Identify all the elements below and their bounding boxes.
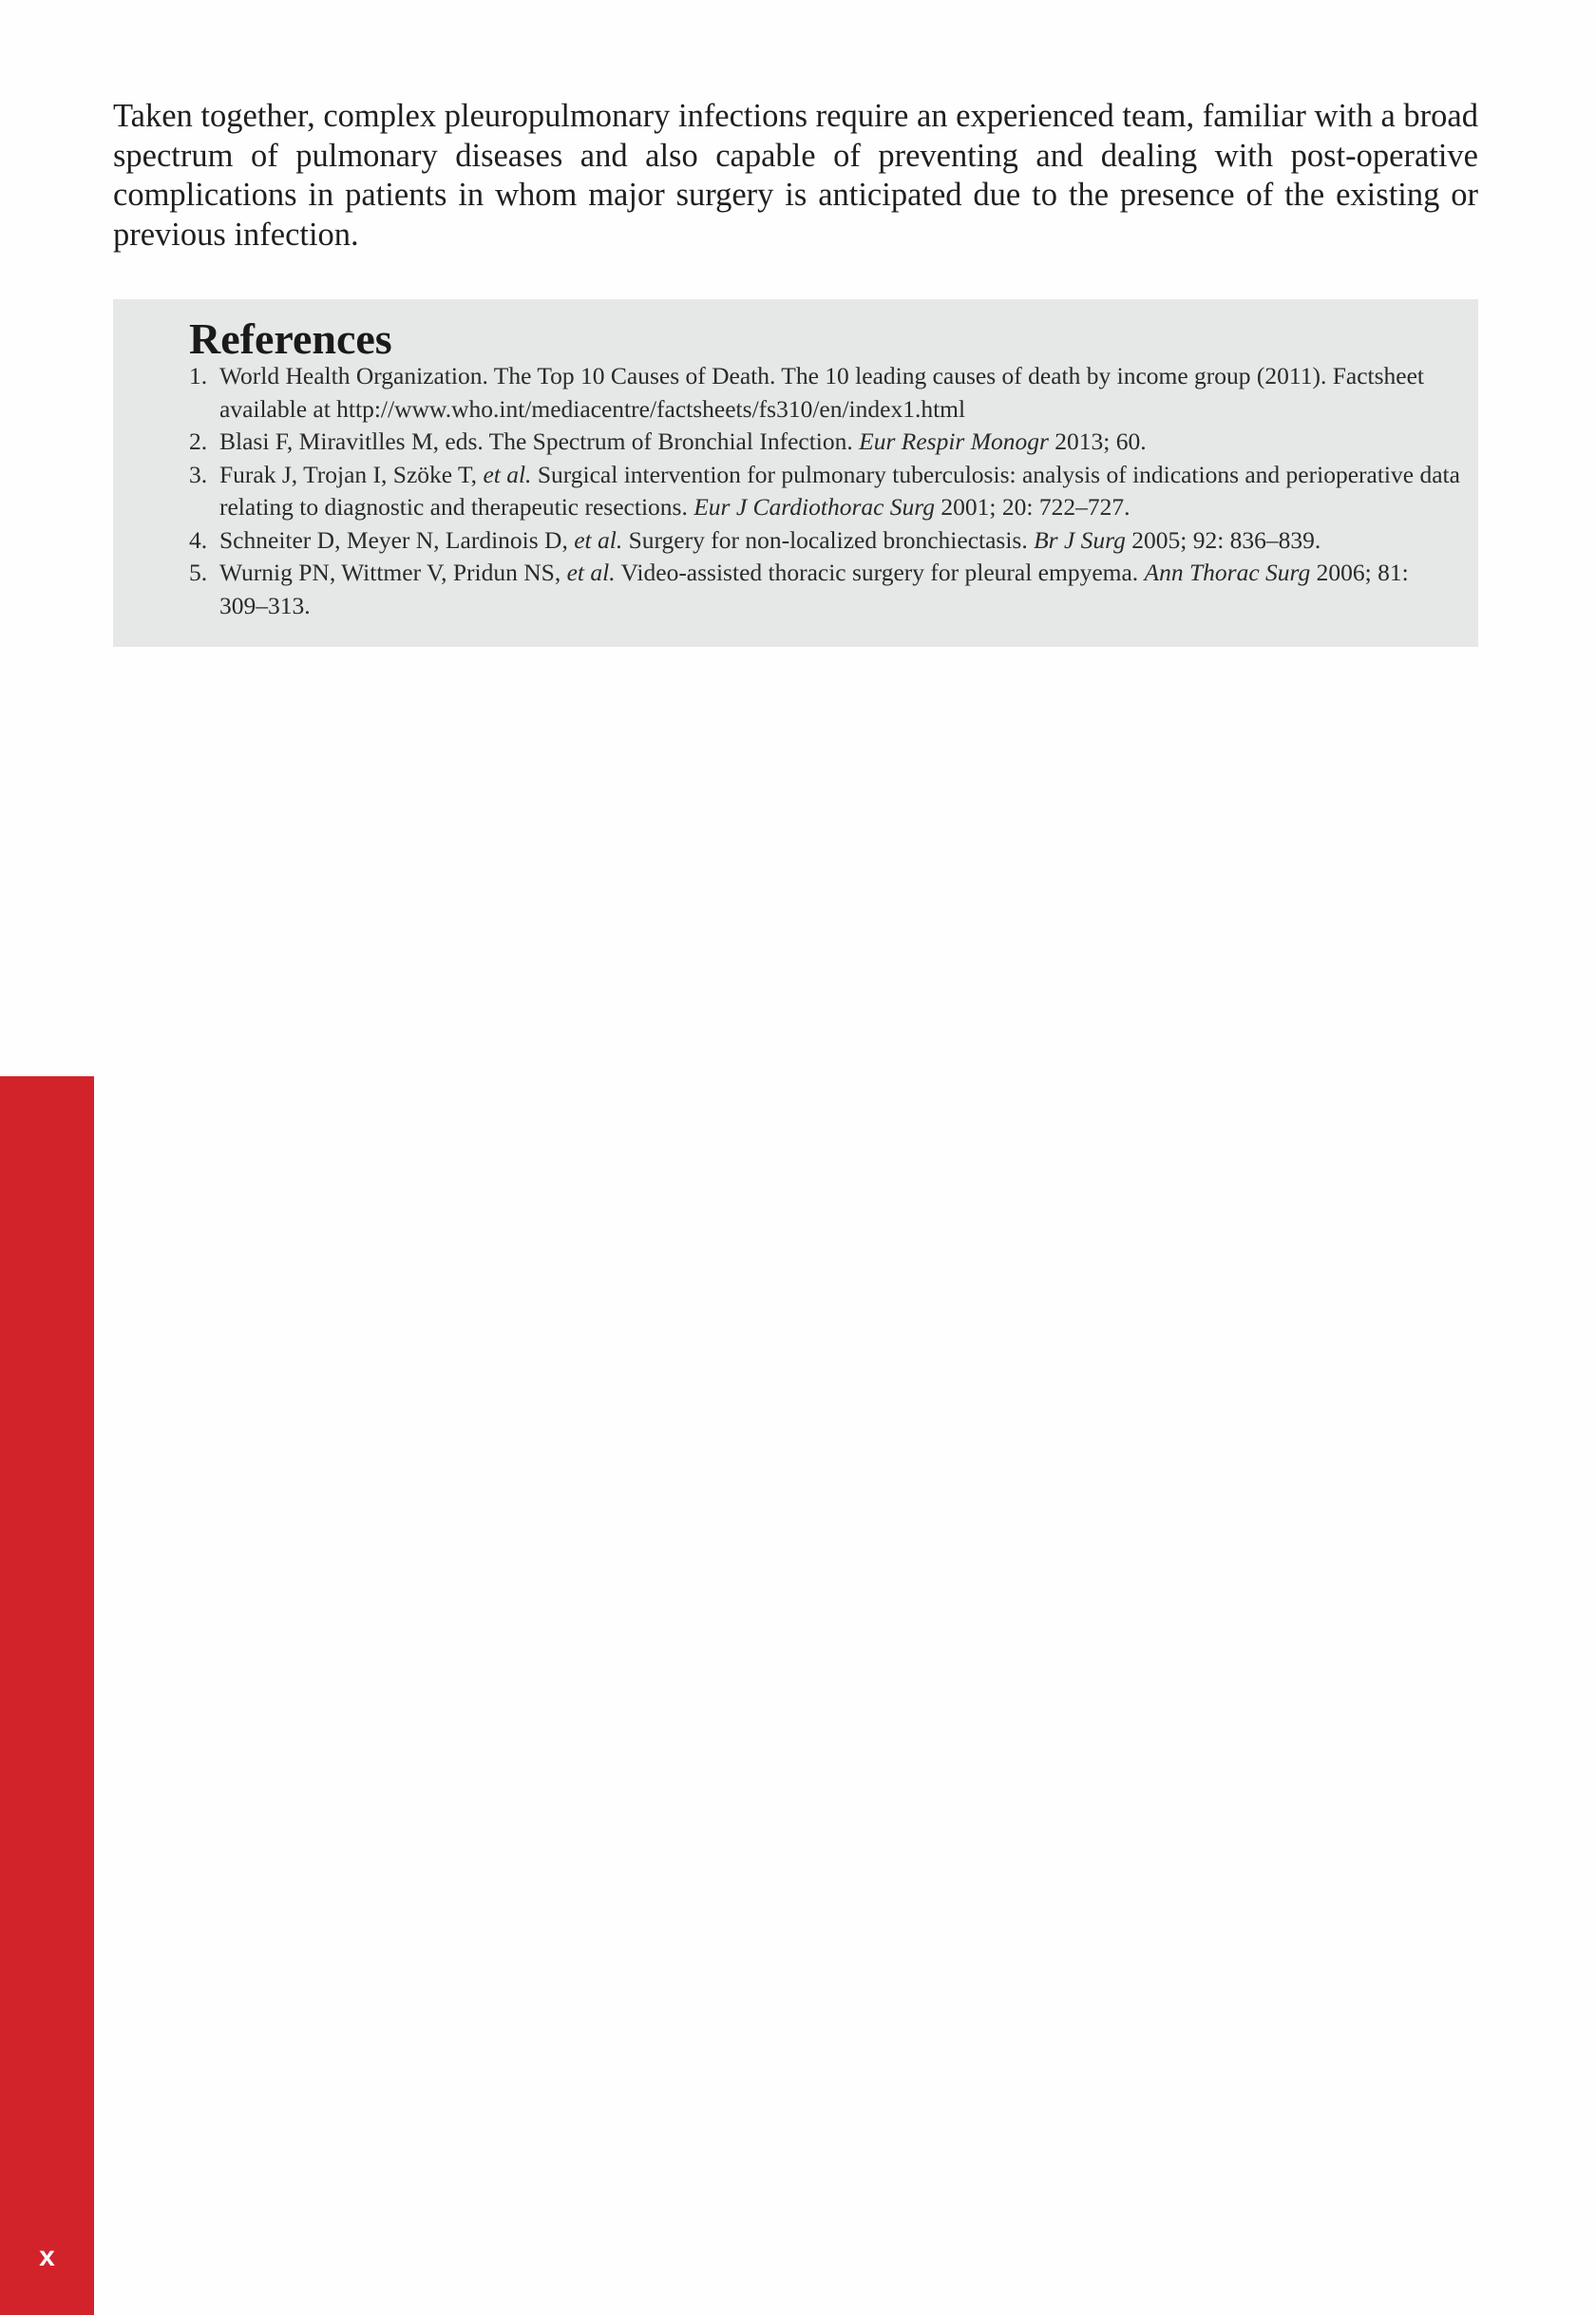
reference-number: 4. — [189, 525, 208, 554]
reference-authors: Wurnig PN, Wittmer V, Pridun NS, — [219, 559, 561, 586]
reference-citation: 2013; 60. — [1054, 427, 1147, 455]
references-box — [113, 299, 1478, 647]
reference-et-al: et al. — [574, 525, 623, 554]
page-number: x — [39, 2241, 55, 2272]
reference-number: 5. — [189, 559, 208, 586]
intro-paragraph: Taken together, complex pleuropulmonary infections require an experienced team, familiar with a broad spectrum of pulmonary diseases and also capable of preventing and dealing with post-operative complications in patients in whom major surgery is anticipated due to the presence of the existing or previous infection. — [113, 98, 1478, 253]
reference-citation: 2005; 92: 836–839. — [1131, 525, 1321, 554]
reference-number: 2. — [189, 427, 208, 455]
reference-journal: Eur Respir Monogr — [859, 427, 1049, 455]
reference-text: World Health Organization. The Top 10 Causes of Death. The 10 leading causes of death by income group (2011). Factsheet available at http://www.who.int/mediacentre/factsheets/fs310/en/index1.html — [219, 362, 1425, 423]
reference-item-2 — [189, 426, 1462, 459]
reference-title: Surgical intervention for pulmonary tuberculosis: analysis of indications and perioperative data relating to diagnostic and therapeutic resections. — [219, 460, 1460, 521]
references-heading: References — [189, 314, 392, 363]
reference-journal: Ann Thorac Surg — [1144, 559, 1311, 586]
reference-number: 3. — [189, 460, 208, 488]
reference-item-5 — [189, 557, 1462, 622]
reference-authors: Schneiter D, Meyer N, Lardinois D, — [219, 525, 568, 554]
reference-title: Video-assisted thoracic surgery for pleural empyema. — [620, 559, 1139, 586]
reference-item-1 — [189, 360, 1462, 426]
reference-item-4 — [189, 524, 1462, 558]
reference-item-3 — [189, 459, 1462, 524]
reference-title: Surgery for non-localized bronchiectasis. — [628, 525, 1028, 554]
reference-journal: Eur J Cardiothorac Surg — [694, 493, 936, 521]
reference-list — [189, 360, 1462, 622]
side-color-bar — [0, 1076, 94, 2315]
reference-authors: Furak J, Trojan I, Szöke T, — [219, 460, 478, 488]
reference-et-al: et al. — [483, 460, 532, 488]
reference-journal: Br J Surg — [1034, 525, 1126, 554]
reference-authors-title: Blasi F, Miravitlles M, eds. The Spectrum of Bronchial Infection. — [219, 427, 853, 455]
reference-number: 1. — [189, 362, 208, 389]
reference-citation: 2001; 20: 722–727. — [940, 493, 1130, 521]
reference-citation: 2006; 81: 309–313. — [219, 559, 1409, 619]
reference-et-al: et al. — [566, 559, 616, 586]
